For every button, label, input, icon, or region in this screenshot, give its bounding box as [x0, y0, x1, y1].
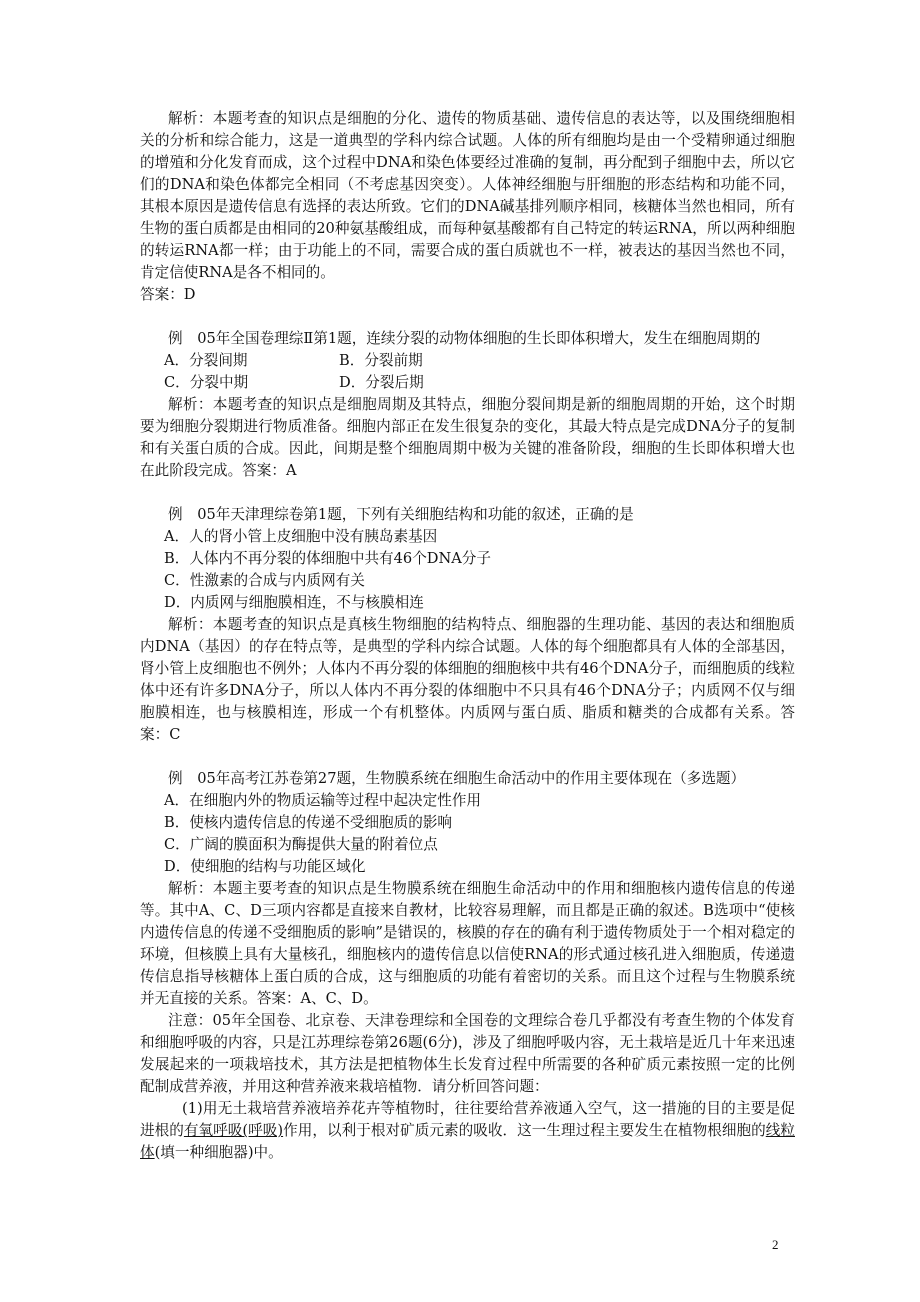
q3-option-c: C．性激素的合成与内质网有关 — [164, 572, 365, 589]
document-body — [140, 108, 795, 1164]
note-item-1: (1)用无土栽培营养液培养花卉等植物时，往往要给营养液通入空气，这一措施的目的主要是促进根的有氧呼吸(呼吸)作用，以利于根对矿质元素的吸收．这一生理过程主要发生在植物根细胞的线粒体(填一种细胞器)中。 — [140, 1100, 795, 1161]
q4-option-b: B．使核内遗传信息的传递不受细胞质的影响 — [164, 814, 453, 831]
q3-option-b: B．人体内不再分裂的体细胞中共有46个DNA分子 — [164, 550, 491, 567]
q2-option-c: C．分裂中期 — [164, 374, 249, 391]
q3-stem: 例 05年天津理综卷第1题，下列有关细胞结构和功能的叙述，正确的是 — [168, 506, 634, 523]
q2-analysis: 解析：本题考查的知识点是细胞周期及其特点，细胞分裂间期是新的细胞周期的开始，这个时期要为细胞分裂期进行物质准备。细胞内部正在发生很复杂的变化，其最大特点是完成DNA分子的复制和有关蛋白质的合成。因此，间期是整个细胞周期中极为关键的准备阶段，细胞的生长即体积增大也在此阶段完成。答案：A — [140, 396, 795, 479]
q1-analysis: 解析：本题考查的知识点是细胞的分化、遗传的物质基础、遗传信息的表达等，以及围绕细胞相关的分析和综合能力，这是一道典型的学科内综合试题。人体的所有细胞均是由一个受精卵通过细胞的增殖和分化发育而成，这个过程中DNA和染色体要经过准确的复制，再分配到子细胞中去，所以它们的DNA和染色体都完全相同（不考虑基因突变）。人体神经细胞与肝细胞的形态结构和功能不同，其根本原因是遗传信息有选择的表达所致。它们的DNA碱基排列顺序相同，核糖体当然也相同，所有生物的蛋白质都是由相同的20种氨基酸组成，而每种氨基酸都有自己特定的转运RNA，所以两种细胞的转运RNA都一样；由于功能上的不同，需要合成的蛋白质就也不一样，被表达的基因当然也不同，肯定信使RNA是各不相同的。 — [140, 110, 795, 281]
q3-option-d: D．内质网与细胞膜相连，不与核膜相连 — [164, 594, 424, 611]
q4-stem: 例 05年高考江苏卷第27题，生物膜系统在细胞生命活动中的作用主要体现在（多选题） — [168, 770, 746, 787]
q1-answer: 答案：D — [140, 286, 196, 303]
answer-blank-2: 线粒体 — [140, 1122, 795, 1161]
q4-analysis: 解析：本题主要考查的知识点是生物膜系统在细胞生命活动中的作用和细胞核内遗传信息的传递等。其中A、C、D三项内容都是直接来自教材，比较容易理解，而且都是正确的叙述。B选项中“使核内遗传信息的传递不受细胞质的影响”是错误的，核膜的存在的确有利于遗传物质处于一个相对稳定的环境，但核膜上具有大量核孔，细胞核内的遗传信息以信使RNA的形式通过核孔进入细胞质，传递遗传信息指导核糖体上蛋白质的合成，这与细胞质的功能有着密切的关系。而且这个过程与生物膜系统并无直接的关系。答案：A、C、D。 — [140, 880, 795, 1007]
answer-blank-1: 有氧呼吸(呼吸) — [183, 1122, 284, 1139]
q2-option-b: B．分裂前期 — [339, 352, 423, 369]
q2-options-row-1 — [140, 350, 795, 372]
page-number: 2 — [772, 1237, 779, 1252]
q3-option-a: A．人的肾小管上皮细胞中没有胰岛素基因 — [164, 528, 438, 545]
note-paragraph: 注意：05年全国卷、北京卷、天津卷理综和全国卷的文理综合卷几乎都没有考查生物的个体发育和细胞呼吸的内容，只是江苏理综卷第26题(6分)，涉及了细胞呼吸内容，无土栽培是近几十年来迅速发展起来的一项栽培技术，其方法是把植物体生长发育过程中所需要的各种矿质元素按照一定的比例配制成营养液，并用这种营养液来栽培植物．请分析回答问题： — [140, 1012, 795, 1095]
q4-option-c: C．广阔的膜面积为酶提供大量的附着位点 — [164, 836, 438, 853]
q4-option-a: A．在细胞内外的物质运输等过程中起决定性作用 — [164, 792, 482, 809]
q2-option-d: D．分裂后期 — [339, 374, 424, 391]
q3-analysis: 解析：本题考查的知识点是真核生物细胞的结构特点、细胞器的生理功能、基因的表达和细胞质内DNA（基因）的存在特点等，是典型的学科内综合试题。人体的每个细胞都具有人体的全部基因，肾小管上皮细胞也不例外；人体内不再分裂的体细胞的细胞核中共有46个DNA分子，而细胞质的线粒体中还有许多DNA分子，所以人体内不再分裂的体细胞中不只具有46个DNA分子；内质网不仅与细胞膜相连，也与核膜相连，形成一个有机整体。内质网与蛋白质、脂质和糖类的合成都有关系。答案：C — [140, 616, 795, 743]
q4-option-d: D．使细胞的结构与功能区域化 — [164, 858, 366, 875]
q2-stem: 例 05年全国卷理综Ⅱ第1题，连续分裂的动物体细胞的生长即体积增大，发生在细胞周期的 — [168, 330, 761, 347]
q2-options-row-2 — [140, 372, 795, 394]
q2-option-a: A．分裂间期 — [164, 352, 248, 369]
